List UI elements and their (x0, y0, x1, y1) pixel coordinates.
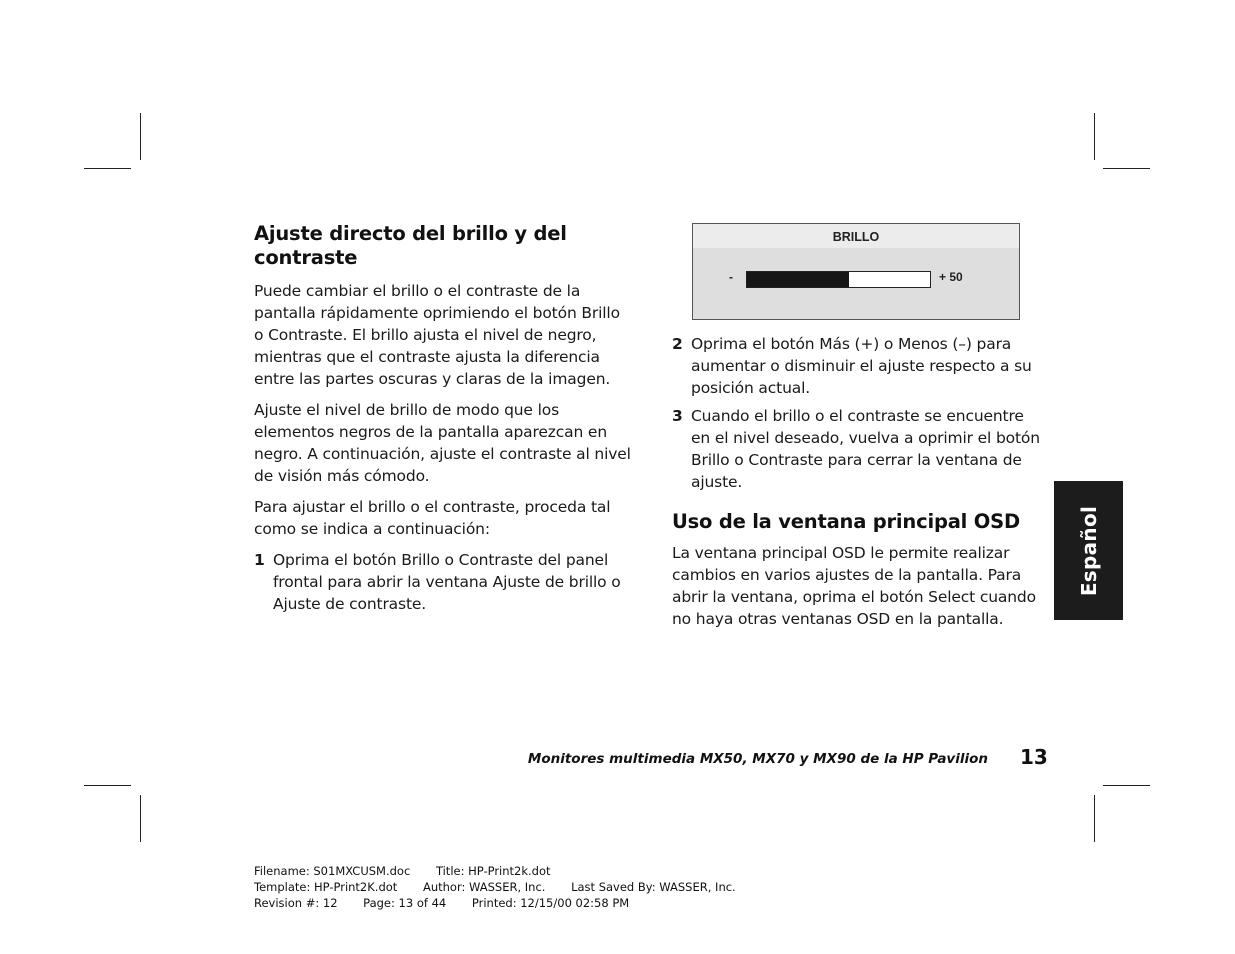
osd-brightness-window (692, 223, 1020, 320)
file-info-row (254, 863, 758, 879)
file-info-block (254, 863, 758, 911)
file-info-row (254, 879, 758, 895)
osd-title: BRILLO (693, 224, 1019, 248)
step-text: Oprima el botón Más (+) o Menos (–) para aumentar o disminuir el ajuste respecto a su posición actual. (691, 335, 1032, 397)
osd-level-bar (746, 271, 931, 288)
file-info-filename: Filename: S01MXCUSM.doc (254, 864, 411, 878)
crop-mark (1094, 795, 1095, 842)
step-item (672, 333, 1044, 399)
file-info-row (254, 895, 758, 911)
step-number: 2 (672, 335, 683, 353)
file-info-printed: Printed: 12/15/00 02:58 PM (471, 896, 630, 910)
file-info-revision: Revision #: 12 (254, 896, 338, 910)
language-tab (1054, 481, 1123, 620)
file-info-author: Author: WASSER, Inc. (422, 880, 546, 894)
crop-mark (140, 113, 141, 160)
page-number: 13 (1020, 745, 1048, 769)
crop-mark (1094, 113, 1095, 160)
step-item (254, 549, 632, 615)
osd-value-label: + 50 (939, 270, 963, 284)
crop-mark (1103, 168, 1150, 169)
body-paragraph: Para ajustar el brillo o el contraste, proceda tal como se indica a continuación: (254, 498, 611, 538)
section-heading-osd: Uso de la ventana principal OSD (672, 510, 1020, 533)
crop-mark (84, 168, 131, 169)
file-info-last-saved: Last Saved By: WASSER, Inc. (571, 880, 736, 894)
step-item (672, 405, 1044, 493)
step-text: Oprima el botón Brillo o Contraste del panel frontal para abrir la ventana Ajuste de brillo o Ajuste de contraste. (273, 551, 621, 613)
crop-mark (84, 785, 131, 786)
body-paragraph: Ajuste el nivel de brillo de modo que los elementos negros de la pantalla aparezcan en negro. A continuación, ajuste el contraste al nivel de visión más cómodo. (254, 401, 631, 485)
language-tab-label: Español (1076, 505, 1101, 596)
crop-mark (140, 795, 141, 842)
body-paragraph: La ventana principal OSD le permite realizar cambios en varios ajustes de la pantalla. Para abrir la ventana, oprima el botón Select cuando no haya otras ventanas OSD en la pantalla. (672, 544, 1036, 628)
file-info-page: Page: 13 of 44 (363, 896, 447, 910)
osd-level-fill (747, 272, 849, 287)
left-column (254, 222, 632, 615)
file-info-template: Template: HP-Print2K.dot (254, 880, 398, 894)
step-text: Cuando el brillo o el contraste se encuentre en el nivel deseado, vuelva a oprimir el botón Brillo o Contraste para cerrar la ventana de ajuste. (691, 407, 1040, 491)
section-heading-brightness-contrast: Ajuste directo del brillo y del contraste (254, 222, 567, 269)
running-footer-title: Monitores multimedia MX50, MX70 y MX90 de la HP Pavilion (527, 751, 988, 767)
step-number: 1 (254, 551, 265, 569)
osd-minus-label: - (729, 270, 733, 284)
body-paragraph: Puede cambiar el brillo o el contraste de la pantalla rápidamente oprimiendo el botón Brillo o Contraste. El brillo ajusta el nivel de negro, mientras que el contraste ajusta la diferencia entre las partes oscuras y claras de la imagen. (254, 282, 620, 388)
crop-mark (1103, 785, 1150, 786)
right-column (672, 333, 1044, 630)
file-info-title: Title: HP-Print2k.dot (435, 864, 551, 878)
step-number: 3 (672, 407, 683, 425)
